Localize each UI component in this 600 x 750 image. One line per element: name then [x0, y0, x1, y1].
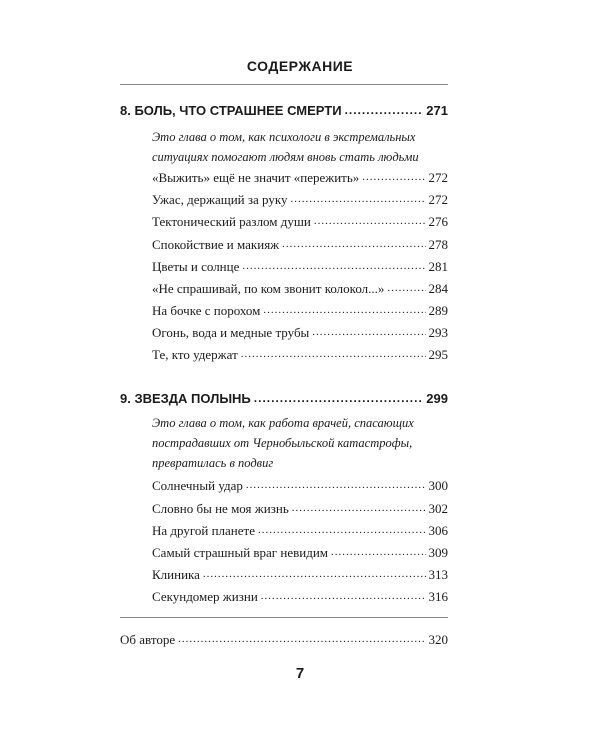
toc-entry[interactable]	[152, 343, 448, 363]
entry-page: 281	[428, 259, 448, 274]
description-line: пострадавших от Чернобыльской катастрофы,	[152, 436, 413, 450]
entry-page: 320	[428, 632, 448, 647]
entry-page: 316	[428, 589, 448, 604]
toc-entry[interactable]	[152, 299, 448, 319]
leader-dots	[282, 239, 425, 250]
chapter-page: 299	[426, 391, 448, 406]
entry-page: 284	[428, 281, 448, 296]
entry-title: Ужас, держащий за руку	[152, 192, 288, 207]
leader-dots	[203, 569, 426, 580]
leader-dots	[362, 172, 425, 183]
chapter-8-description	[152, 127, 452, 167]
entry-page: 276	[428, 214, 448, 229]
toc-entry[interactable]	[152, 255, 448, 275]
toc-entry[interactable]	[152, 210, 448, 230]
entry-title: «Не спрашивай, по ком звонит колокол...»	[152, 281, 385, 296]
chapter-9-description	[152, 413, 452, 473]
chapter-title: 8. БОЛЬ, ЧТО СТРАШНЕЕ СМЕРТИ	[120, 103, 342, 118]
leader-dots	[261, 591, 426, 602]
chapter-8-heading[interactable]	[120, 98, 448, 118]
entry-title: Тектонический разлом души	[152, 214, 311, 229]
leader-dots	[291, 194, 426, 205]
leader-dots	[345, 105, 424, 116]
page-number: 7	[295, 665, 305, 682]
toc-entry[interactable]	[152, 321, 448, 341]
entry-page: 295	[428, 347, 448, 362]
leader-dots	[242, 261, 425, 272]
leader-dots	[312, 327, 425, 338]
entry-page: 278	[428, 237, 448, 252]
entry-title: Огонь, вода и медные трубы	[152, 325, 310, 340]
entry-title: Те, кто удержат	[152, 347, 238, 362]
entry-title: Клиника	[152, 567, 200, 582]
leader-dots	[331, 547, 425, 558]
entry-page: 313	[428, 567, 448, 582]
description-line: ситуациях помогают людям вновь стать людьми	[152, 150, 419, 164]
entry-title: Солнечный удар	[152, 478, 243, 493]
toc-entry[interactable]	[152, 563, 448, 583]
entry-title: «Выжить» ещё не значит «пережить»	[152, 170, 360, 185]
description-line: превратилась в подвиг	[152, 456, 274, 470]
toc-entry[interactable]	[152, 233, 448, 253]
entry-title: Об авторе	[120, 632, 176, 647]
leader-dots	[292, 503, 426, 514]
top-divider	[120, 84, 448, 85]
entry-page: 293	[428, 325, 448, 340]
entry-title: На бочке с порохом	[152, 303, 261, 318]
chapter-page: 271	[426, 103, 448, 118]
leader-dots	[246, 480, 426, 491]
leader-dots	[314, 216, 426, 227]
entry-title: Цветы и солнце	[152, 259, 240, 274]
description-line: Это глава о том, как психологи в экстремальных	[152, 130, 416, 144]
toc-entry[interactable]	[152, 497, 448, 517]
entry-title: Словно бы не моя жизнь	[152, 501, 289, 516]
leader-dots	[387, 283, 425, 294]
chapter-9-heading[interactable]	[120, 386, 448, 406]
page-title: СОДЕРЖАНИЕ	[246, 58, 354, 74]
toc-entry[interactable]	[152, 585, 448, 605]
toc-entry[interactable]	[152, 277, 448, 297]
toc-entry[interactable]	[152, 188, 448, 208]
leader-dots	[241, 349, 426, 360]
leader-dots	[258, 525, 426, 536]
entry-page: 309	[428, 545, 448, 560]
entry-title: Секундомер жизни	[152, 589, 258, 604]
entry-page: 272	[428, 192, 448, 207]
leader-dots	[263, 305, 425, 316]
entry-page: 300	[428, 478, 448, 493]
entry-page: 306	[428, 523, 448, 538]
bottom-divider	[120, 617, 448, 618]
entry-title: Спокойствие и макияж	[152, 237, 280, 252]
toc-entry-about-author[interactable]	[120, 628, 448, 648]
entry-page: 302	[428, 501, 448, 516]
description-line: Это глава о том, как работа врачей, спасающих	[152, 416, 414, 430]
entry-page: 289	[428, 303, 448, 318]
toc-entry[interactable]	[152, 474, 448, 494]
chapter-title: 9. ЗВЕЗДА ПОЛЫНЬ	[120, 391, 251, 406]
leader-dots	[254, 393, 424, 404]
entry-title: Самый страшный враг невидим	[152, 545, 329, 560]
entry-title: На другой планете	[152, 523, 255, 538]
toc-entry[interactable]	[152, 166, 448, 186]
toc-entry[interactable]	[152, 519, 448, 539]
leader-dots	[178, 634, 425, 645]
toc-entry[interactable]	[152, 541, 448, 561]
entry-page: 272	[428, 170, 448, 185]
